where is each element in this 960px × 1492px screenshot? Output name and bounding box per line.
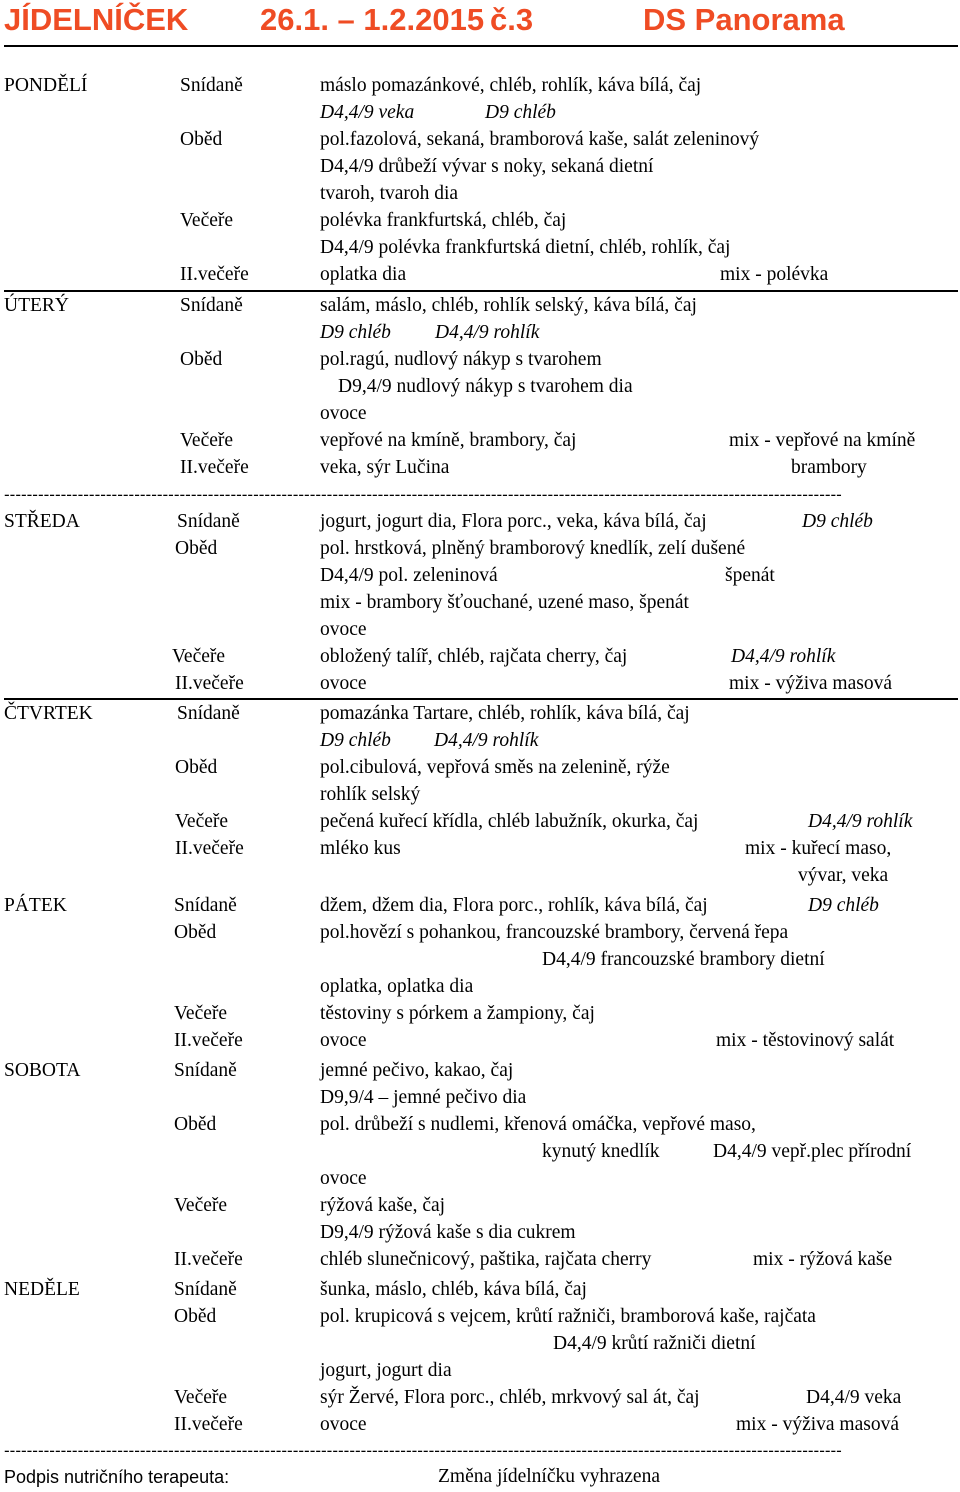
meal-label: Večeře: [174, 1387, 228, 1408]
menu-item: pol. krupicová s vejcem, krůtí ražniči, bramborová kaše, rajčata: [320, 1306, 816, 1327]
diet-item: D4,4/9 veka: [806, 1387, 902, 1408]
menu-title: JÍDELNÍČEK: [4, 2, 189, 37]
diet-item: D4,4/9 pol. zeleninová: [320, 565, 498, 586]
meal-label: II.večeře: [175, 838, 244, 859]
rule: [4, 290, 958, 292]
meal-label: II.večeře: [174, 1414, 243, 1435]
menu-item: pečená kuřecí křídla, chléb labužník, okurka, čaj: [320, 811, 699, 832]
meal-label: Snídaně: [177, 703, 240, 724]
diet-item: D9 chléb: [802, 511, 873, 532]
menu-item: mléko kus: [320, 838, 401, 859]
menu-item: jemné pečivo, kakao, čaj: [320, 1060, 514, 1081]
meal-label: Oběd: [174, 922, 217, 943]
menu-item: ovoce: [320, 1168, 367, 1189]
mix-item: mix - vepřové na kmíně: [729, 430, 916, 451]
meal-label: Oběd: [180, 129, 223, 150]
menu-item: šunka, máslo, chléb, káva bílá, čaj: [320, 1279, 587, 1300]
menu-item: tvaroh, tvaroh dia: [320, 183, 459, 204]
menu-item: máslo pomazánkové, chléb, rohlík, káva bílá, čaj: [320, 75, 702, 96]
meal-label: Snídaně: [180, 295, 243, 316]
day-label: ÚTERÝ: [4, 295, 69, 316]
menu-number: č.3: [490, 2, 534, 37]
day-label: ČTVRTEK: [4, 703, 93, 724]
meal-label: Oběd: [175, 538, 218, 559]
rule: [4, 698, 958, 700]
menu-dates: 26.1. – 1.2.2015: [260, 2, 485, 37]
mix-item: brambory: [791, 457, 867, 478]
signature-label: Podpis nutričního terapeuta:: [4, 1467, 230, 1487]
diet-item: D9 chléb: [320, 730, 391, 751]
meal-label: Večeře: [174, 1195, 228, 1216]
rule: [4, 45, 958, 47]
menu-item: chléb slunečnicový, paštika, rajčata cherry: [320, 1249, 652, 1270]
mix-item: mix - výživa masová: [736, 1414, 899, 1435]
meal-label: Snídaně: [174, 1279, 237, 1300]
meal-label: Večeře: [172, 646, 226, 667]
menu-item: veka, sýr Lučina: [320, 457, 450, 478]
diet-item: D4,4/9 rohlík: [435, 322, 540, 343]
diet-item: D4,4/9 rohlík: [808, 811, 913, 832]
menu-item: pol.fazolová, sekaná, bramborová kaše, salát zeleninový: [320, 129, 760, 150]
mix-item: mix - výživa masová: [729, 673, 892, 694]
diet-item: D4,4/9 drůbeží vývar s noky, sekaná dietní: [320, 156, 654, 177]
diet-item: D9 chléb: [485, 102, 556, 123]
day-label: PÁTEK: [4, 895, 67, 916]
menu-item: salám, máslo, chléb, rohlík selský, káva bílá, čaj: [320, 295, 697, 316]
meal-label: Oběd: [174, 1306, 217, 1327]
change-note: Změna jídelníčku vyhrazena: [438, 1466, 660, 1487]
menu-item: obložený talíř, chléb, rajčata cherry, čaj: [320, 646, 628, 667]
menu-item: ovoce: [320, 673, 367, 694]
mix-item: vývar, veka: [798, 865, 889, 886]
diet-item: D4,4/9 veka: [320, 102, 415, 123]
menu-item: pol.ragú, nudlový nákyp s tvarohem: [320, 349, 602, 370]
mix-item: mix - polévka: [720, 264, 829, 285]
menu-item: pol. hrstková, plněný bramborový knedlík, zelí dušené: [320, 538, 746, 559]
meal-label: II.večeře: [175, 673, 244, 694]
menu-place: DS Panorama: [643, 2, 845, 37]
mix-item: mix - těstovinový salát: [716, 1030, 895, 1051]
diet-item: D4,4/9 krůtí ražniči dietní: [553, 1333, 756, 1354]
meal-label: Snídaně: [180, 75, 243, 96]
menu-item: rýžová kaše, čaj: [320, 1195, 446, 1216]
day-label: STŘEDA: [4, 511, 80, 532]
menu-item: pol.cibulová, vepřová směs na zelenině, rýže: [320, 757, 670, 778]
menu-item: oplatka dia: [320, 264, 407, 285]
diet-item: D9 chléb: [808, 895, 879, 916]
day-label: PONDĚLÍ: [4, 75, 88, 96]
dashed-rule: ----------------------------------------------------------------------------------------------------------------------------------------------------: [4, 1444, 842, 1458]
mix-item: mix - rýžová kaše: [753, 1249, 893, 1270]
diet-item: D9,4/9 nudlový nákyp s tvarohem dia: [338, 376, 633, 397]
diet-item: D4,4/9 rohlík: [731, 646, 836, 667]
menu-item: ovoce: [320, 619, 367, 640]
meal-label: Oběd: [174, 1114, 217, 1135]
meal-label: Večeře: [180, 210, 234, 231]
meal-label: II.večeře: [174, 1249, 243, 1270]
diet-item: D4,4/9 francouzské brambory dietní: [542, 949, 825, 970]
mix-item: mix - brambory šťouchané, uzené maso, špenát: [320, 592, 689, 613]
menu-item: ovoce: [320, 1414, 367, 1435]
diet-item: D4,4/9 rohlík: [434, 730, 539, 751]
mix-item: mix - kuřecí maso,: [745, 838, 892, 859]
menu-item: polévka frankfurtská, chléb, čaj: [320, 210, 567, 231]
menu-item: těstoviny s pórkem a žampiony, čaj: [320, 1003, 595, 1024]
dashed-rule: ----------------------------------------------------------------------------------------------------------------------------------------------------: [4, 488, 842, 502]
meal-label: Večeře: [180, 430, 234, 451]
menu-item: pomazánka Tartare, chléb, rohlík, káva bílá, čaj: [320, 703, 690, 724]
diet-item: D4,4/9 vepř.plec přírodní: [713, 1141, 912, 1162]
menu-item: vepřové na kmíně, brambory, čaj: [320, 430, 577, 451]
meal-label: Večeře: [175, 811, 229, 832]
menu-item: rohlík selský: [320, 784, 421, 805]
diet-item: D9,9/4 – jemné pečivo dia: [320, 1087, 527, 1108]
diet-item: špenát: [725, 565, 775, 586]
menu-item: pol.hovězí s pohankou, francouzské brambory, červená řepa: [320, 922, 789, 943]
meal-label: Večeře: [174, 1003, 228, 1024]
diet-item: D4,4/9 polévka frankfurtská dietní, chléb, rohlík, čaj: [320, 237, 731, 258]
menu-item: džem, džem dia, Flora porc., rohlík, káva bílá, čaj: [320, 895, 708, 916]
menu-item: oplatka, oplatka dia: [320, 976, 474, 997]
meal-label: Snídaně: [174, 1060, 237, 1081]
day-label: SOBOTA: [4, 1060, 81, 1081]
diet-item: D9 chléb: [320, 322, 391, 343]
menu-item: jogurt, jogurt dia, Flora porc., veka, káva bílá, čaj: [320, 511, 707, 532]
meal-label: Oběd: [175, 757, 218, 778]
meal-label: Snídaně: [174, 895, 237, 916]
day-label: NEDĚLE: [4, 1279, 80, 1300]
meal-label: Oběd: [180, 349, 223, 370]
meal-label: II.večeře: [174, 1030, 243, 1051]
meal-label: II.večeře: [180, 457, 249, 478]
menu-item: jogurt, jogurt dia: [320, 1360, 452, 1381]
menu-item: pol. drůbeží s nudlemi, křenová omáčka, vepřové maso,: [320, 1114, 756, 1135]
meal-label: Snídaně: [177, 511, 240, 532]
menu-item: sýr Žervé, Flora porc., chléb, mrkvový sal át, čaj: [320, 1387, 700, 1408]
menu-item: ovoce: [320, 403, 367, 424]
menu-item: kynutý knedlík: [542, 1141, 660, 1162]
menu-item: ovoce: [320, 1030, 367, 1051]
diet-item: D9,4/9 rýžová kaše s dia cukrem: [320, 1222, 576, 1243]
meal-label: II.večeře: [180, 264, 249, 285]
